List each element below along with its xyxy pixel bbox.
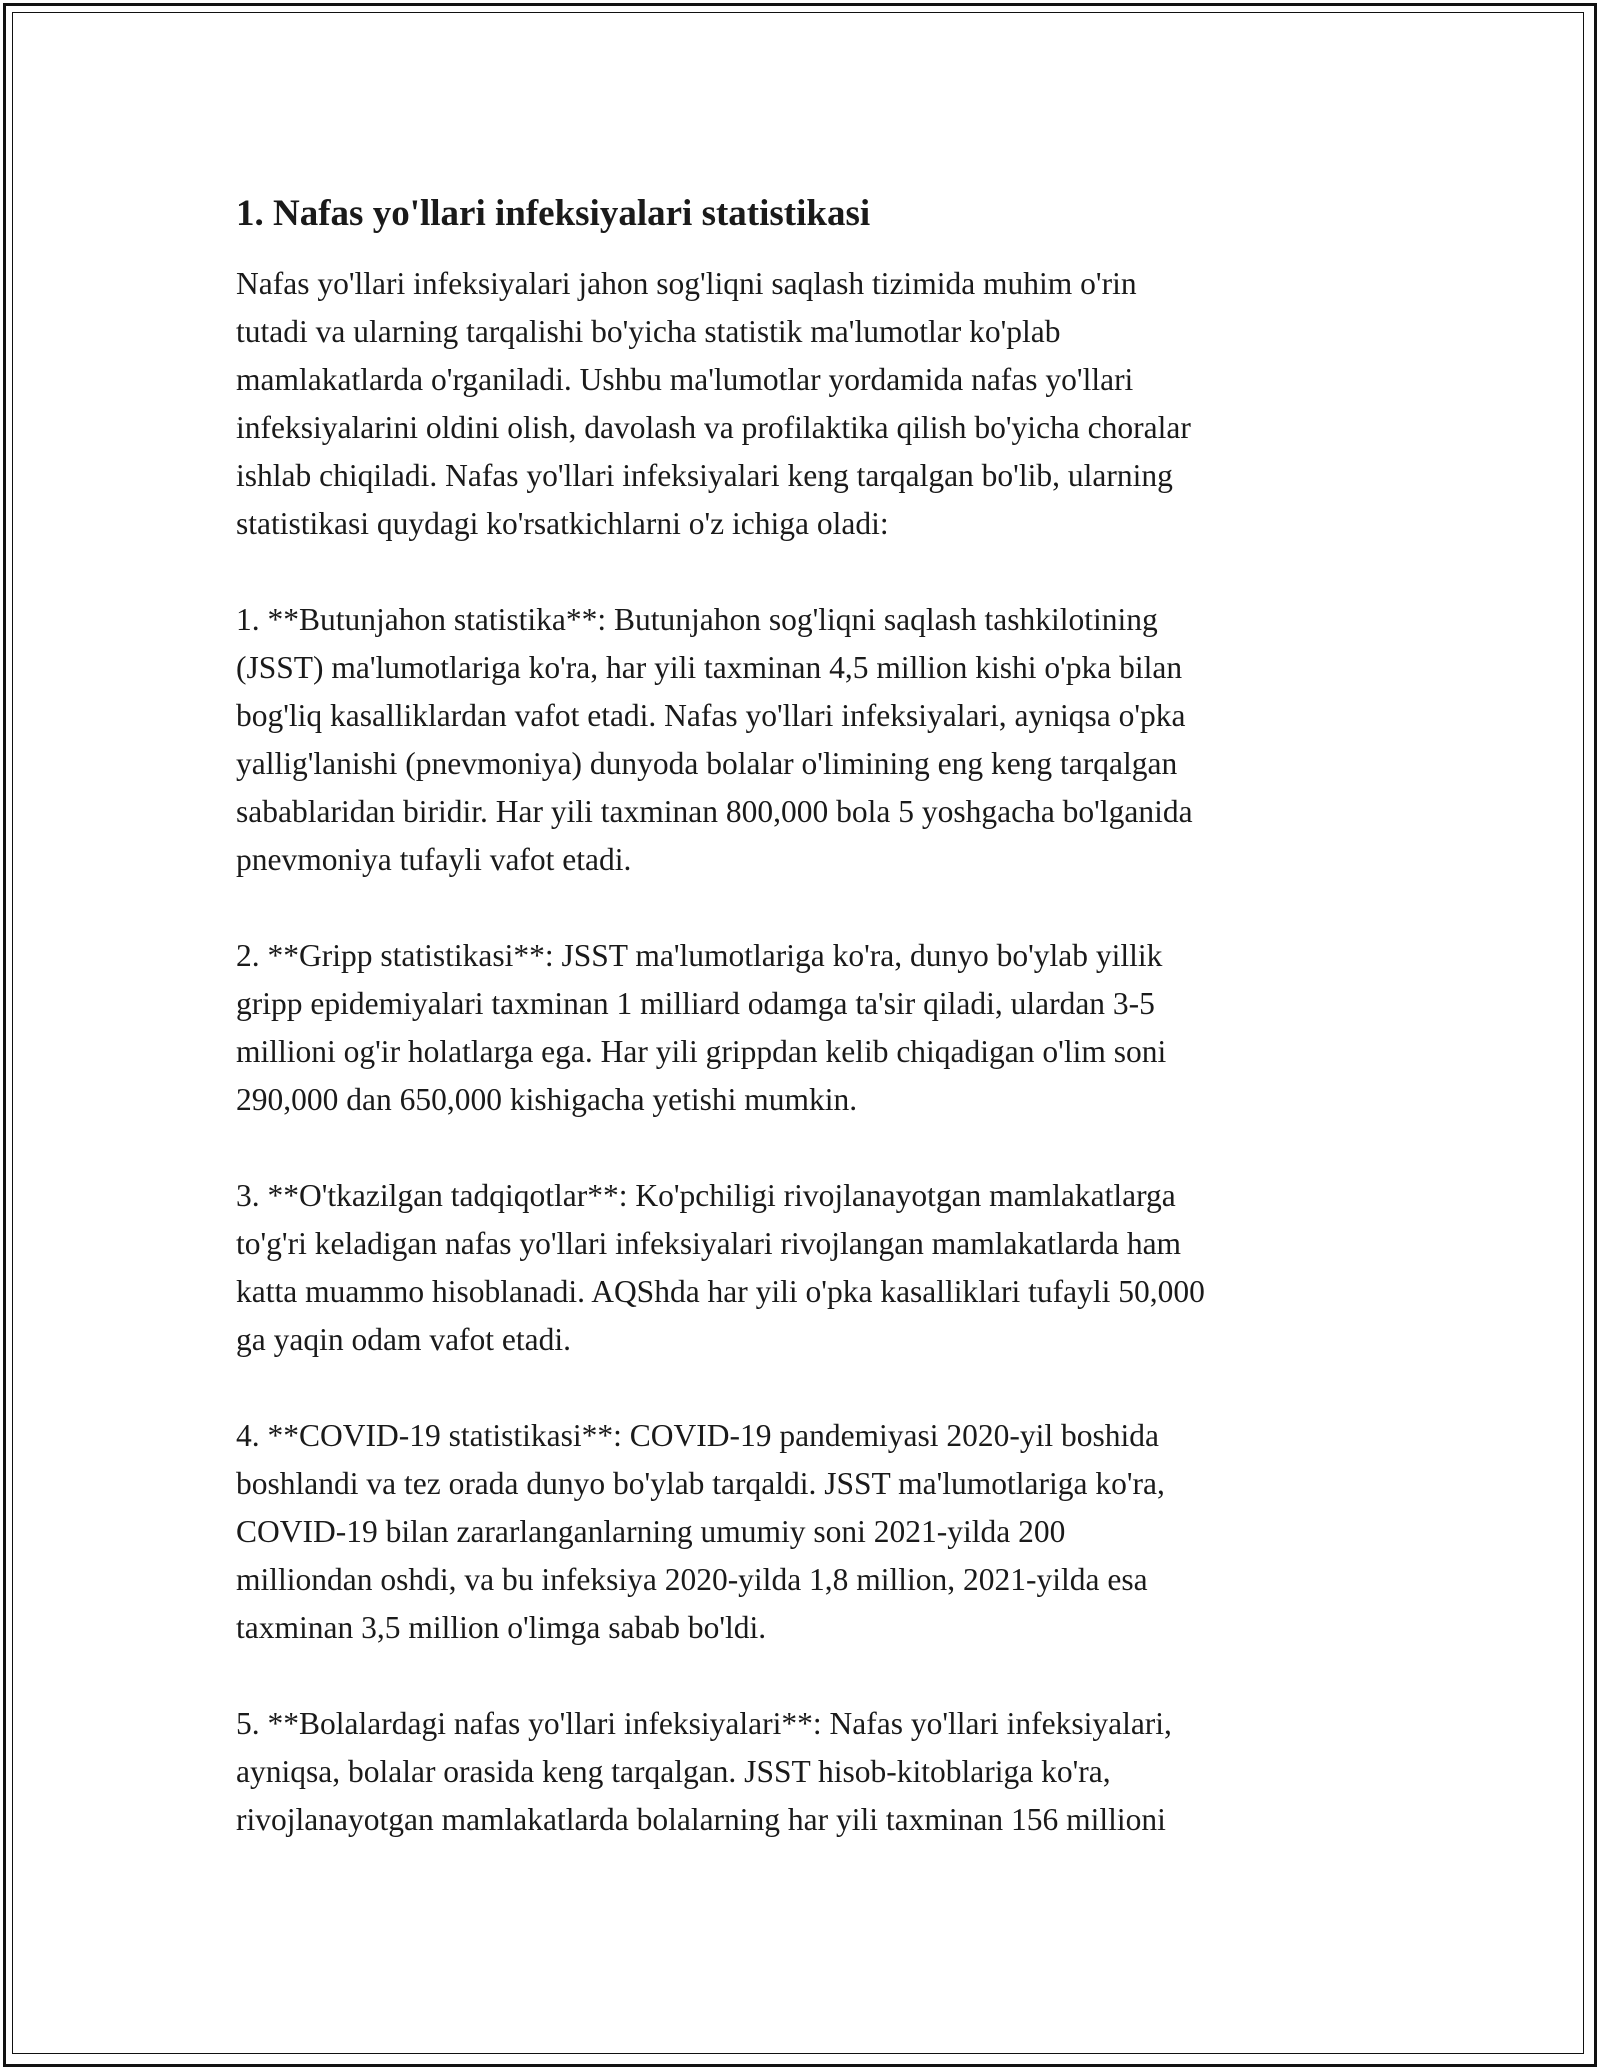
text-line: 4. **COVID-19 statistikasi**: COVID-19 pandemiyasi 2020-yil boshida — [236, 1418, 1160, 1453]
text-line: rivojlanayotgan mamlakatlarda bolalarning har yili taxminan 156 millioni — [236, 1802, 1166, 1837]
text-line: Nafas yo'llari infeksiyalari jahon sog'liqni saqlash tizimida muhim o'rin — [236, 266, 1137, 301]
text-line: ayniqsa, bolalar orasida keng tarqalgan. JSST hisob-kitoblariga ko'ra, — [236, 1754, 1111, 1789]
text-line: 290,000 dan 650,000 kishigacha yetishi mumkin. — [236, 1082, 858, 1117]
document-body — [236, 190, 1376, 1844]
text-line: taxminan 3,5 million o'limga sabab bo'ldi. — [236, 1610, 767, 1645]
section-heading: 1. Nafas yo'llari infeksiyalari statistikasi — [236, 193, 871, 234]
text-line: mamlakatlarda o'rganiladi. Ushbu ma'lumotlar yordamida nafas yo'llari — [236, 362, 1134, 397]
text-line: 3. **O'tkazilgan tadqiqotlar**: Ko'pchiligi rivojlanayotgan mamlakatlarga — [236, 1178, 1176, 1213]
text-line: statistikasi quydagi ko'rsatkichlarni o'z ichiga oladi: — [236, 506, 889, 541]
text-line: to'g'ri keladigan nafas yo'llari infeksiyalari rivojlangan mamlakatlarda ham — [236, 1226, 1182, 1261]
text-line: 5. **Bolalardagi nafas yo'llari infeksiyalari**: Nafas yo'llari infeksiyalari, — [236, 1706, 1172, 1741]
text-line: bog'liq kasalliklardan vafot etadi. Nafas yo'llari infeksiyalari, ayniqsa o'pka — [236, 698, 1186, 733]
text-line: (JSST) ma'lumotlariga ko'ra, har yili taxminan 4,5 million kishi o'pka bilan — [236, 650, 1183, 685]
list-item-children-infections — [236, 1700, 1376, 1844]
text-line: 1. **Butunjahon statistika**: Butunjahon sog'liqni saqlash tashkilotining — [236, 602, 1158, 637]
list-item-global-statistics — [236, 596, 1376, 884]
text-line: COVID-19 bilan zararlanganlarning umumiy soni 2021-yilda 200 — [236, 1514, 1066, 1549]
text-line: yallig'lanishi (pnevmoniya) dunyoda bolalar o'limining eng keng tarqalgan — [236, 746, 1178, 781]
list-item-covid-statistics — [236, 1412, 1376, 1652]
text-line: sabablaridan biridir. Har yili taxminan 800,000 bola 5 yoshgacha bo'lganida — [236, 794, 1193, 829]
list-item-research — [236, 1172, 1376, 1364]
text-line: boshlandi va tez orada dunyo bo'ylab tarqaldi. JSST ma'lumotlariga ko'ra, — [236, 1466, 1165, 1501]
text-line: milliondan oshdi, va bu infeksiya 2020-yilda 1,8 million, 2021-yilda esa — [236, 1562, 1148, 1597]
text-line: ishlab chiqiladi. Nafas yo'llari infeksiyalari keng tarqalgan bo'lib, ularning — [236, 458, 1173, 493]
text-line: ga yaqin odam vafot etadi. — [236, 1322, 572, 1357]
text-line: gripp epidemiyalari taxminan 1 milliard odamga ta'sir qiladi, ulardan 3-5 — [236, 986, 1155, 1021]
text-line: infeksiyalarini oldini olish, davolash va profilaktika qilish bo'yicha choralar — [236, 410, 1191, 445]
intro-paragraph — [236, 260, 1376, 548]
text-line: katta muammo hisoblanadi. AQShda har yili o'pka kasalliklari tufayli 50,000 — [236, 1274, 1205, 1309]
text-line: 2. **Gripp statistikasi**: JSST ma'lumotlariga ko'ra, dunyo bo'ylab yillik — [236, 938, 1163, 973]
text-line: tutadi va ularning tarqalishi bo'yicha statistik ma'lumotlar ko'plab — [236, 314, 1061, 349]
text-line: millioni og'ir holatlarga ega. Har yili grippdan kelib chiqadigan o'lim soni — [236, 1034, 1167, 1069]
list-item-flu-statistics — [236, 932, 1376, 1124]
text-line: pnevmoniya tufayli vafot etadi. — [236, 842, 632, 877]
